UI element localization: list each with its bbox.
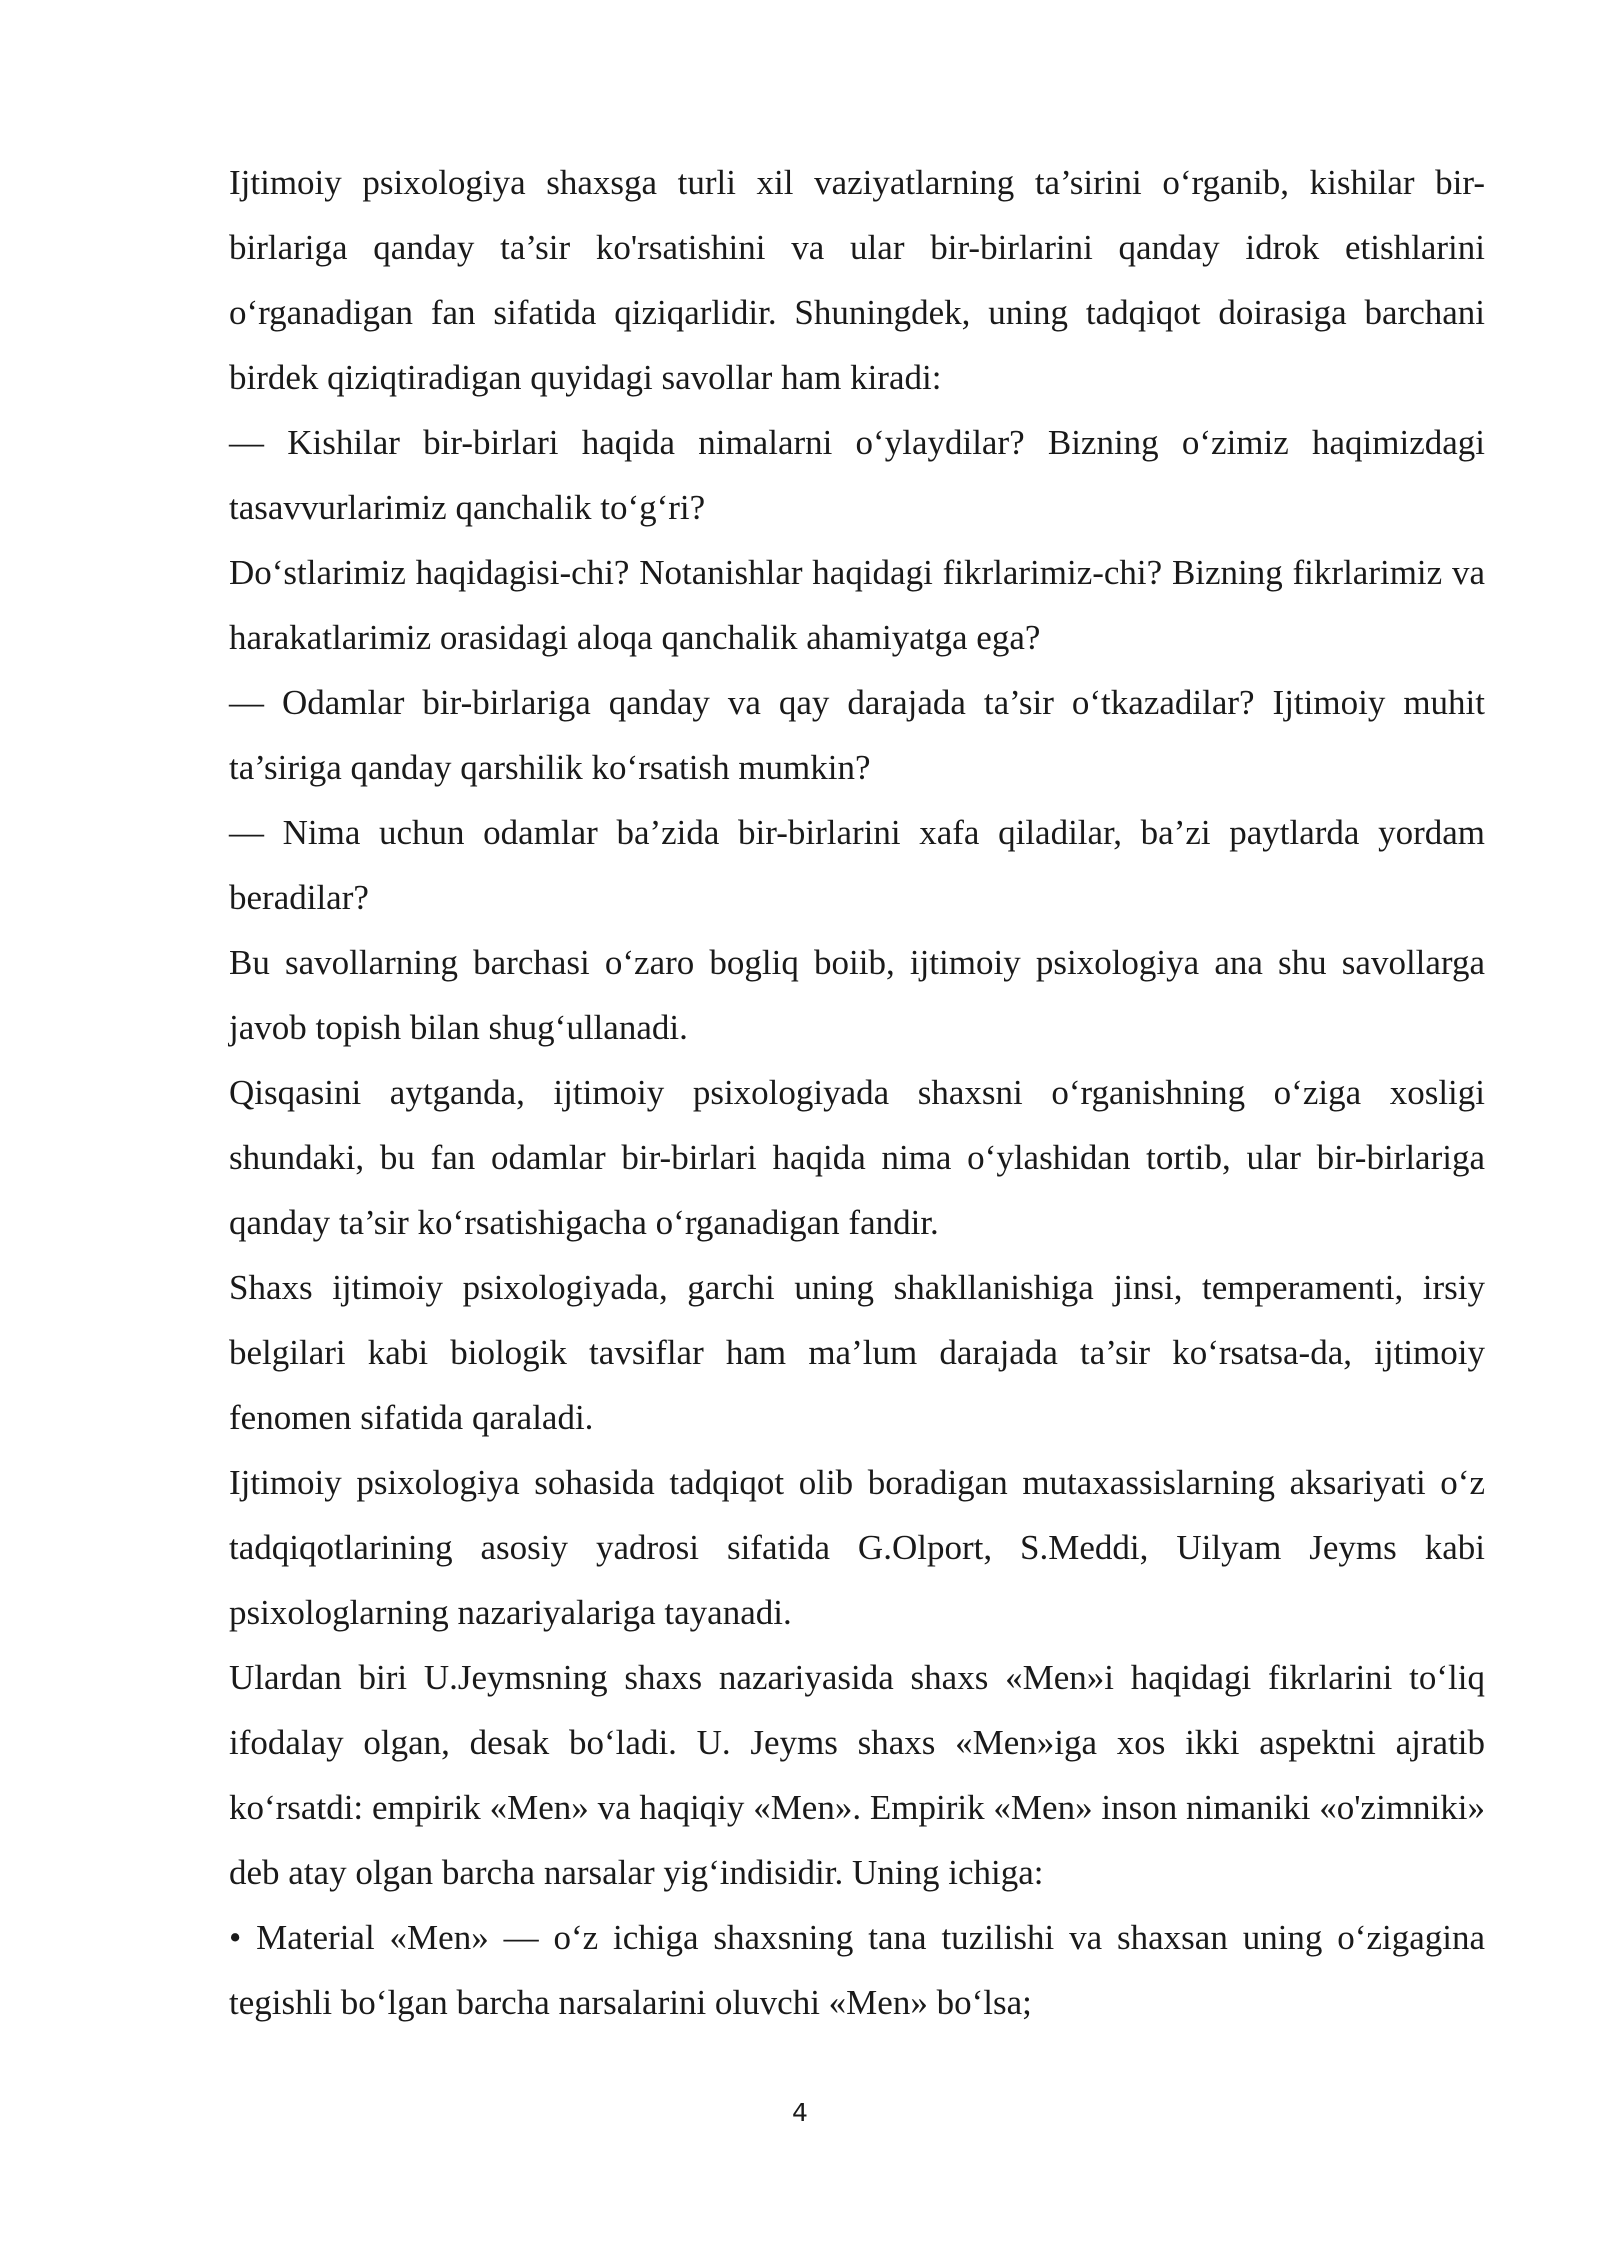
- paragraph-question-2: — Odamlar bir-birlariga qanday va qay darajada ta’sir o‘tkazadilar? Ijtimoiy muhit ta’siriga qanday qarshilik ko‘rsatish mumkin?: [229, 683, 1485, 787]
- paragraph-question-1: — Kishilar bir-birlari haqida nimalarni o‘ylaydilar? Bizning o‘zimiz haqimizdagi tasavvurlarimiz qanchalik to‘g‘ri?: [229, 423, 1485, 527]
- paragraph-personality: Shaxs ijtimoiy psixologiyada, garchi uning shakllanishiga jinsi, temperamenti, irsiy belgilari kabi biologik tavsiflar ham ma’lum darajada ta’sir ko‘rsatsa-da, ijtimoiy fenomen sifatida qaraladi.: [229, 1268, 1485, 1437]
- paragraph-theorists: Ijtimoiy psixologiya sohasida tadqiqot olib boradigan mutaxassislarning aksariyati o‘z tadqiqotlarining asosiy yadrosi sifatida G.Olport, S.Meddi, Uilyam Jeyms kabi psixologlarning nazariyalariga tayanadi.: [229, 1463, 1485, 1632]
- paragraph-question-3: — Nima uchun odamlar ba’zida bir-birlarini xafa qiladilar, ba’zi paytlarda yordam beradilar?: [229, 813, 1485, 917]
- paragraph-intro: Ijtimoiy psixologiya shaxsga turli xil vaziyatlarning ta’sirini o‘rganib, kishilar bir-birlariga qanday ta’sir ko'rsatishini va ular bir-birlarini qanday idrok etishlarini o‘rganadigan fan sifatida qiziqarlidir. Shuningdek, uning tadqiqot doirasiga barchani birdek qiziqtiradigan quyidagi savollar ham kiradi:: [229, 163, 1485, 397]
- body-text: [229, 150, 1485, 2035]
- paragraph-james-theory: Ulardan biri U.Jeymsning shaxs nazariyasida shaxs «Men»i haqidagi fikrlarini to‘liq ifodalay olgan, desak bo‘ladi. U. Jeyms shaxs «Men»iga xos ikki aspektni ajratib ko‘rsatdi: empirik «Men» va haqiqiy «Men». Empirik «Men» inson nimaniki «o'zimniki» deb atay olgan barcha narsalar yig‘indisidir. Uning ichiga:: [229, 1658, 1485, 1892]
- paragraph-question-1-cont: Do‘stlarimiz haqidagisi-chi? Notanishlar haqidagi fikrlarimiz-chi? Bizning fikrlarimiz va harakatlarimiz orasidagi aloqa qanchalik ahamiyatga ega?: [229, 553, 1485, 657]
- paragraph-material-self: • Material «Men» — o‘z ichiga shaxsning tana tuzilishi va shaxsan uning o‘zigagina tegishli bo‘lgan barcha narsalarini oluvchi «Men» bo‘lsa;: [229, 1918, 1485, 2022]
- paragraph-summary: Bu savollarning barchasi o‘zaro bogliq boiib, ijtimoiy psixologiya ana shu savollarga javob topish bilan shug‘ullanadi.: [229, 943, 1485, 1047]
- page-number: 4: [792, 2098, 808, 2127]
- paragraph-in-short: Qisqasini aytganda, ijtimoiy psixologiyada shaxsni o‘rganishning o‘ziga xosligi shundaki, bu fan odamlar bir-birlari haqida nima o‘ylashidan tortib, ular bir-birlariga qanday ta’sir ko‘rsatishigacha o‘rganadigan fandir.: [229, 1073, 1485, 1242]
